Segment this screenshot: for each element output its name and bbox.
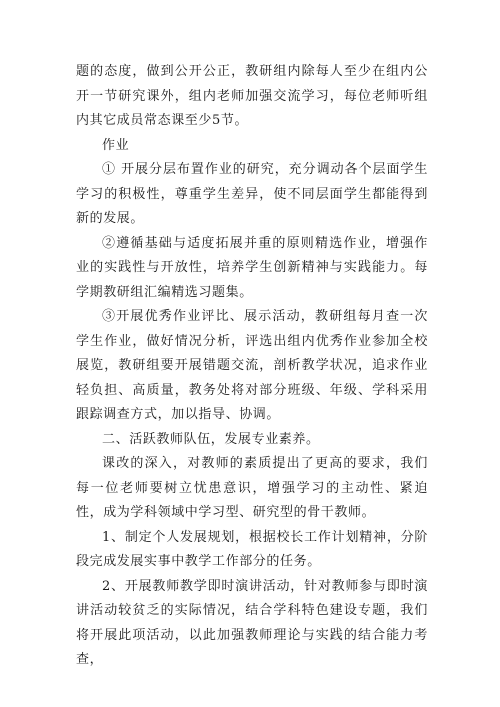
paragraph-reform: 课改的深入，对教师的素质提出了更高的要求，我们每一位老师要树立忧患意识，增强学习的主动性、紧迫性，成为学科领域中学习型、研究型的骨干教师。 <box>76 456 428 520</box>
paragraph-continuation: 题的态度，做到公开公正，教研组内除每人至少在组内公开一节研究课外，组内老师加强交流学习，每位老师听组内其它成员常态课至少5节。 <box>76 64 428 128</box>
section-heading-two: 二、活跃教师队伍，发展专业素养。 <box>102 431 320 447</box>
heading-homework: 作业 <box>102 137 130 153</box>
paragraph-homework-3: ③开展优秀作业评比、展示活动，教研组每月查一次学生作业，做好情况分析，评选出组内优秀作业参加全校展览，教研组要开展错题交流，剖析教学状况，追求作业轻负担、高质量，教务处将对部分班级、年级、学科采用跟踪调查方式，加以指导、协调。 <box>76 309 428 422</box>
paragraph-homework-2: ②遵循基础与适度拓展并重的原则精选作业，增强作业的实践性与开放性，培养学生创新精神与实践能力。每学期教研组汇编精选习题集。 <box>76 235 428 300</box>
paragraph-item-2: 2、开展教师教学即时演讲活动，针对教师参与即时演讲活动较贫乏的实际情况，结合学科特色建设专题，我们将开展此项活动，以此加强教师理论与实践的结合能力考查， <box>76 578 428 667</box>
paragraph-item-1: 1、制定个人发展规划，根据校长工作计划精神，分阶段完成发展实事中教学工作部分的任务。 <box>76 529 428 569</box>
paragraph-homework-1: ① 开展分层布置作业的研究，充分调动各个层面学生学习的积极性，尊重学生差异，使不同层面学生都能得到新的发展。 <box>76 162 428 226</box>
document-body <box>76 60 428 673</box>
